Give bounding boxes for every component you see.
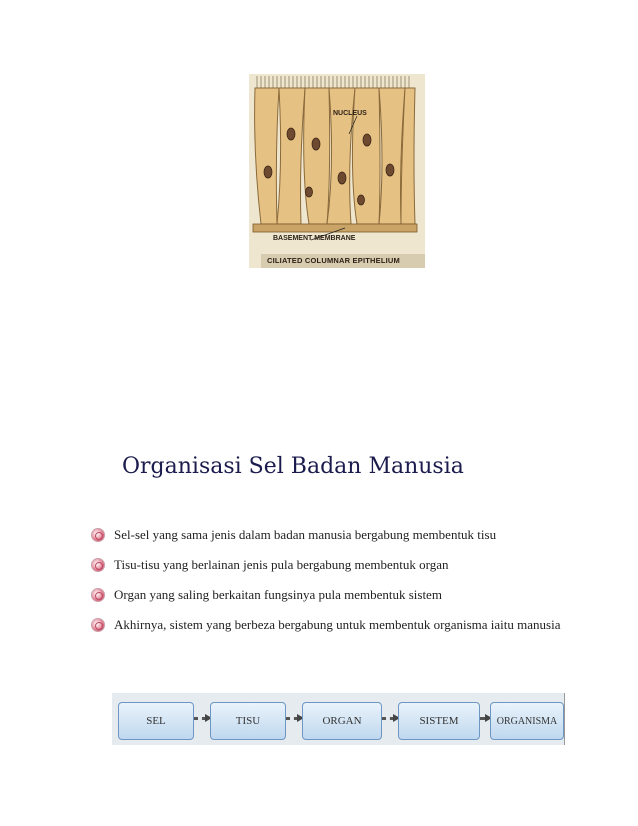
list-item	[92, 520, 572, 550]
basement-membrane-label: BASEMENT MEMBRANE	[273, 235, 356, 242]
flow-box-organisma: ORGANISMA	[490, 702, 564, 740]
page-title: Organisasi Sel Badan Manusia	[122, 454, 464, 479]
arrow-right-icon	[286, 717, 298, 720]
flow-box-tisu: TISU	[210, 702, 286, 740]
arrow-right-icon	[194, 717, 206, 720]
epithelium-illustration	[249, 74, 425, 268]
figure-caption: CILIATED COLUMNAR EPITHELIUM	[267, 256, 400, 265]
list-item	[92, 610, 572, 640]
flow-box-organ: ORGAN	[302, 702, 382, 740]
flow-box-sistem: SISTEM	[398, 702, 480, 740]
bullet-icon	[92, 529, 104, 541]
list-item	[92, 550, 572, 580]
list-item	[92, 580, 572, 610]
arrow-right-icon	[382, 717, 394, 720]
arrow-right-icon	[480, 717, 486, 720]
organization-flow-diagram	[112, 693, 565, 745]
bullet-text: Organ yang saling berkaitan fungsinya pula membentuk sistem	[114, 587, 442, 602]
bullet-text: Akhirnya, sistem yang berbeza bergabung untuk membentuk organisma iaitu manusia	[114, 617, 561, 632]
bullet-list	[92, 520, 572, 640]
bullet-text: Sel-sel yang sama jenis dalam badan manusia bergabung membentuk tisu	[114, 527, 497, 542]
nucleus-label: NUCLEUS	[333, 110, 367, 117]
flow-box-sel: SEL	[118, 702, 194, 740]
bullet-icon	[92, 559, 104, 571]
bullet-icon	[92, 589, 104, 601]
bullet-text: Tisu-tisu yang berlainan jenis pula bergabung membentuk organ	[114, 557, 449, 572]
bullet-icon	[92, 619, 104, 631]
